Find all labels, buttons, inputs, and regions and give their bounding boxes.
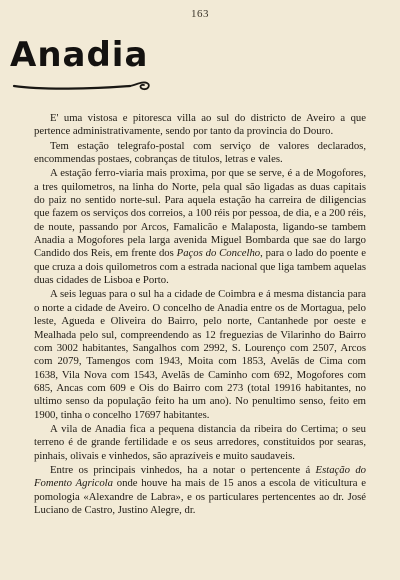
chapter-title: Anadia [10, 35, 149, 75]
paragraph-text: , para o lado do poente e que cruza a dois quilometros com a estrada nacional que liga tambem aquelas duas cidades de Lisboa e Porto. [34, 247, 366, 287]
chapter-heading [10, 35, 149, 75]
paragraph-text: onde houve ha mais de 15 anos a escola de viticultura e pomologia «Alexandre de Labra», e os particulares pertencentes ao dr. José Luciano de Castro, Justino Alegre, dr. [34, 477, 367, 516]
body-text [34, 112, 366, 518]
paragraph [34, 167, 366, 287]
paragraph-text: A estação ferro-viaria mais proxima, por que se serve, é a de Mogofores, a tres quilometros, na linha do Norte, pela qual são ligadas as duas capitais do paiz no sentido norte-sul. Para aquela estação ha carreira de diligencias que fazem os serviços dos correios, a 100 réis por pessoa, de dia, e a 200 réis, de noute, passando por Arcos, Famalicão e Malaposta, ligando-se tambem Anadia a Mogofores pela larga avenida Miguel Bombarda que sae do largo Candido dos Reis, em frente dos [34, 167, 366, 260]
paragraph [34, 423, 366, 463]
paragraph [34, 112, 366, 139]
italic-phrase: Paços do Concelho [176, 247, 261, 260]
paragraph [34, 464, 366, 517]
paragraph-text: Entre os principais vinhedos, ha a notar o pertencente á [50, 463, 316, 476]
paragraph-text: A vila de Anadia fica a pequena distancia da ribeira do Certima; o seu terreno é de grande fertilidade e os seus arredores, constituidos por searas, pinhais, olivais e vinhedos, são aprazíveis e muito saudaveis. [34, 422, 366, 462]
title-flourish-ornament [12, 80, 152, 94]
paragraph-text: E' uma vistosa e pitoresca villa ao sul do districto de Aveiro a que pertence administrativamente, sendo por tanto da provincia do Douro. [34, 112, 366, 138]
paragraph [34, 288, 366, 421]
page-number: 163 [191, 8, 209, 20]
paragraph-text: Tem estação telegrafo-postal com serviço de valores declarados, encommendas postaes, cobranças de titulos, letras e vales. [34, 139, 366, 166]
italic-phrase: Estação do Fomento Agricola [34, 463, 367, 490]
paragraph [34, 140, 366, 167]
paragraph-text: A seis leguas para o sul ha a cidade de Coimbra e á mesma distancia para o norte a cidade de Aveiro. O concelho de Anadia entre os de Mortagua, pelo leste, Agueda e Oliveira do Bairro, pelo norte, Cantanhede por oeste e Mealhada pelo sul, compreendendo as 12 freguezias de Vilarinho do Bairro com 3002 habitantes, Sangalhos com 2992, S. Lourenço com 2507, Arcos com 2079, Tamengos com 1943, Moita com 1853, Avelãs de Cima com 1638, Vila Nova com 1543, Avelãs de Caminho com 692, Mogofores com 685, Ancas com 609 e Ois do Bairro com 273 (total 19916 habitantes, no ultimo senso da população feito ha um ano). No penultimo senso, feito em 1900, tinha o concelho 17697 habitantes. [34, 288, 366, 421]
